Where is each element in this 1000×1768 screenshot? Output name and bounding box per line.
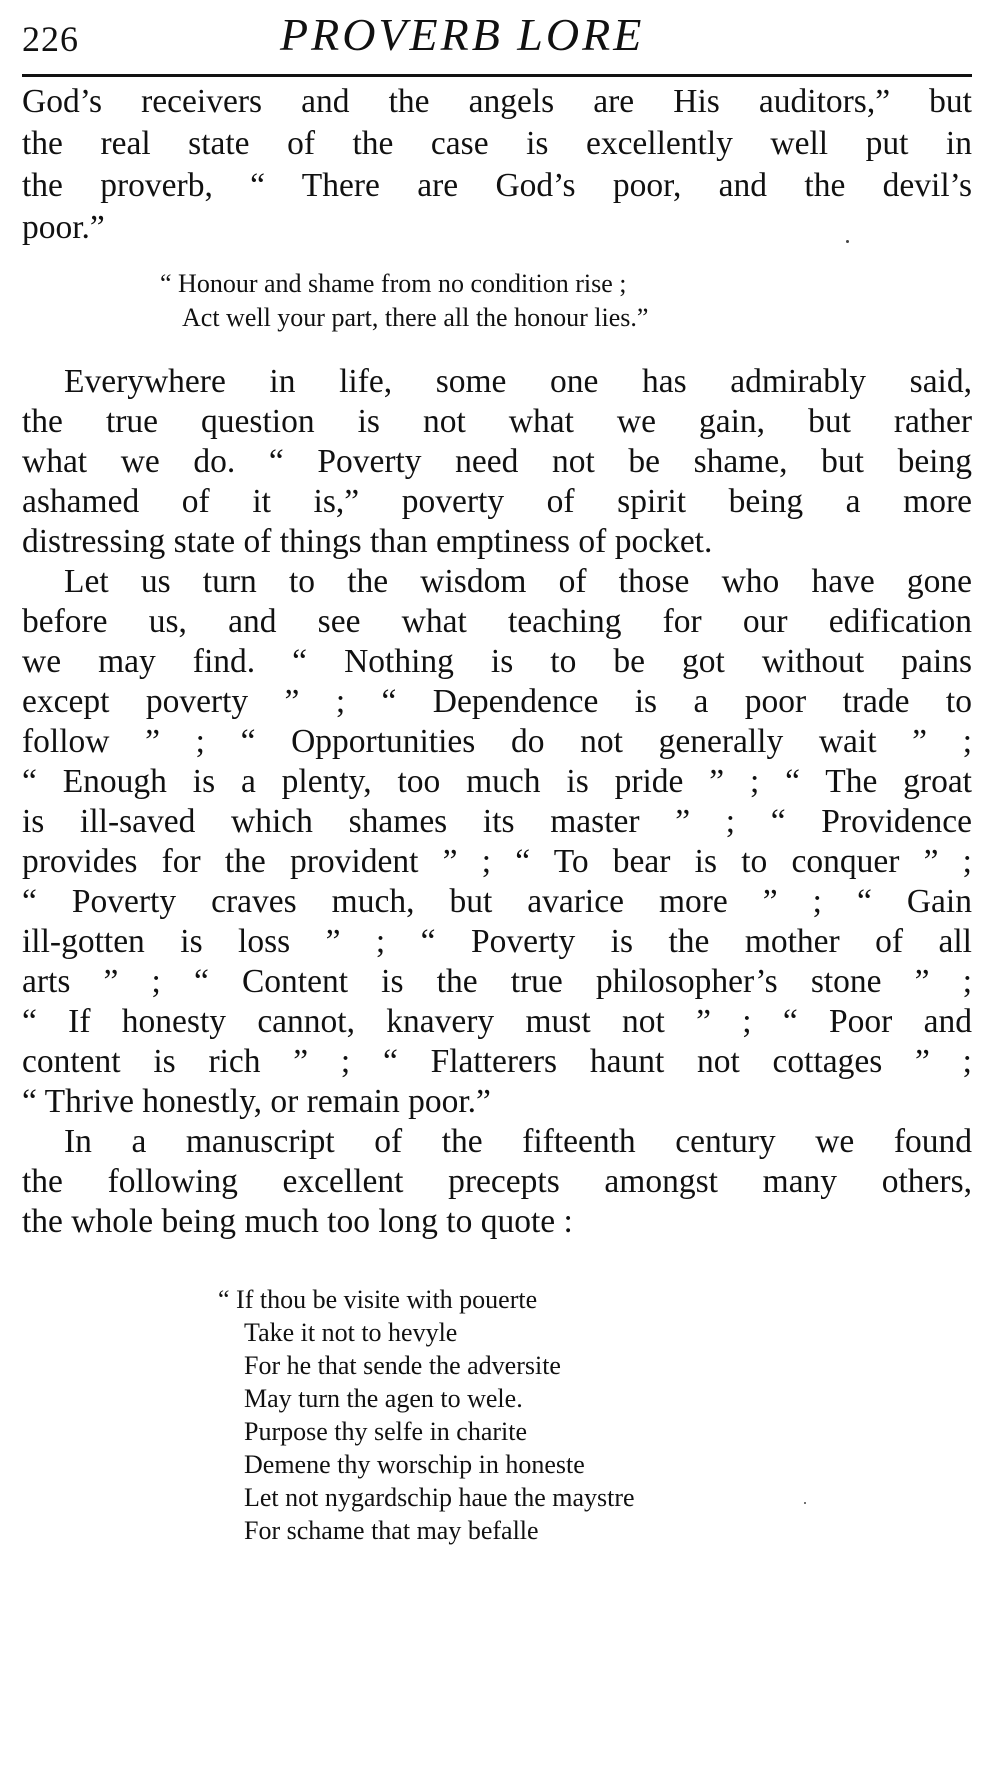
text-line: before us, and see what teaching for our edification [22, 603, 972, 640]
text-line: “ If honesty cannot, knavery must not ” ; “ Poor and [22, 1003, 972, 1040]
text-line: is ill-saved which shames its master ” ; “ Providence [22, 803, 972, 840]
text-line: the proverb, “ There are God’s poor, and the devil’s [22, 167, 972, 204]
verse-line: Demene thy worschip in honeste [244, 1450, 585, 1479]
text-line: God’s receivers and the angels are His auditors,” but [22, 83, 972, 120]
running-title: PROVERB LORE [280, 9, 645, 60]
text-line: what we do. “ Poverty need not be shame, but being [22, 443, 972, 480]
verse-line: Purpose thy selfe in charite [244, 1417, 528, 1446]
verse-line: May turn the agen to wele. [244, 1384, 523, 1413]
text-line: the whole being much too long to quote : [22, 1203, 573, 1240]
verse-line: Act well your part, there all the honour lies.” [182, 303, 649, 332]
text-line: except poverty ” ; “ Dependence is a poor trade to [22, 683, 972, 720]
verse-line: Let not nygardschip haue the maystre [244, 1483, 635, 1512]
text-line: “ Poverty craves much, but avarice more ” ; “ Gain [22, 883, 972, 920]
text-line: provides for the provident ” ; “ To bear is to conquer ” ; [22, 843, 972, 880]
text-line: distressing state of things than emptiness of pocket. [22, 523, 713, 560]
text-line: the real state of the case is excellently well put in [22, 125, 972, 162]
verse-line: For he that sende the adversite [244, 1351, 561, 1380]
header-rule [22, 74, 972, 77]
text-line: content is rich ” ; “ Flatterers haunt not cottages ” ; [22, 1043, 972, 1080]
text-line: follow ” ; “ Opportunities do not generally wait ” ; [22, 723, 972, 760]
running-head [22, 8, 972, 68]
verse-line: Take it not to hevyle [244, 1318, 458, 1347]
scan-speck [804, 1502, 806, 1504]
page-number: 226 [22, 19, 79, 59]
text-line: arts ” ; “ Content is the true philosopher’s stone ” ; [22, 963, 972, 1000]
verse-line: “ If thou be visite with pouerte [218, 1285, 538, 1314]
text-line: ashamed of it is,” poverty of spirit being a more [22, 483, 972, 520]
text-line: the true question is not what we gain, but rather [22, 403, 972, 440]
text-line: we may find. “ Nothing is to be got without pains [22, 643, 972, 680]
verse-line: For schame that may befalle [244, 1516, 539, 1545]
text-line: Everywhere in life, some one has admirably said, [64, 363, 972, 400]
text-line: In a manuscript of the fifteenth century we found [64, 1123, 972, 1160]
text-line: ill-gotten is loss ” ; “ Poverty is the mother of all [22, 923, 972, 960]
scan-speck [846, 240, 849, 243]
text-line: “ Enough is a plenty, too much is pride ” ; “ The groat [22, 763, 972, 800]
text-line: poor.” [22, 209, 105, 246]
verse-line: “ Honour and shame from no condition rise ; [160, 269, 627, 298]
text-line: “ Thrive honestly, or remain poor.” [22, 1083, 491, 1120]
text-line: the following excellent precepts amongst many others, [22, 1163, 972, 1200]
text-line: Let us turn to the wisdom of those who have gone [64, 563, 972, 600]
